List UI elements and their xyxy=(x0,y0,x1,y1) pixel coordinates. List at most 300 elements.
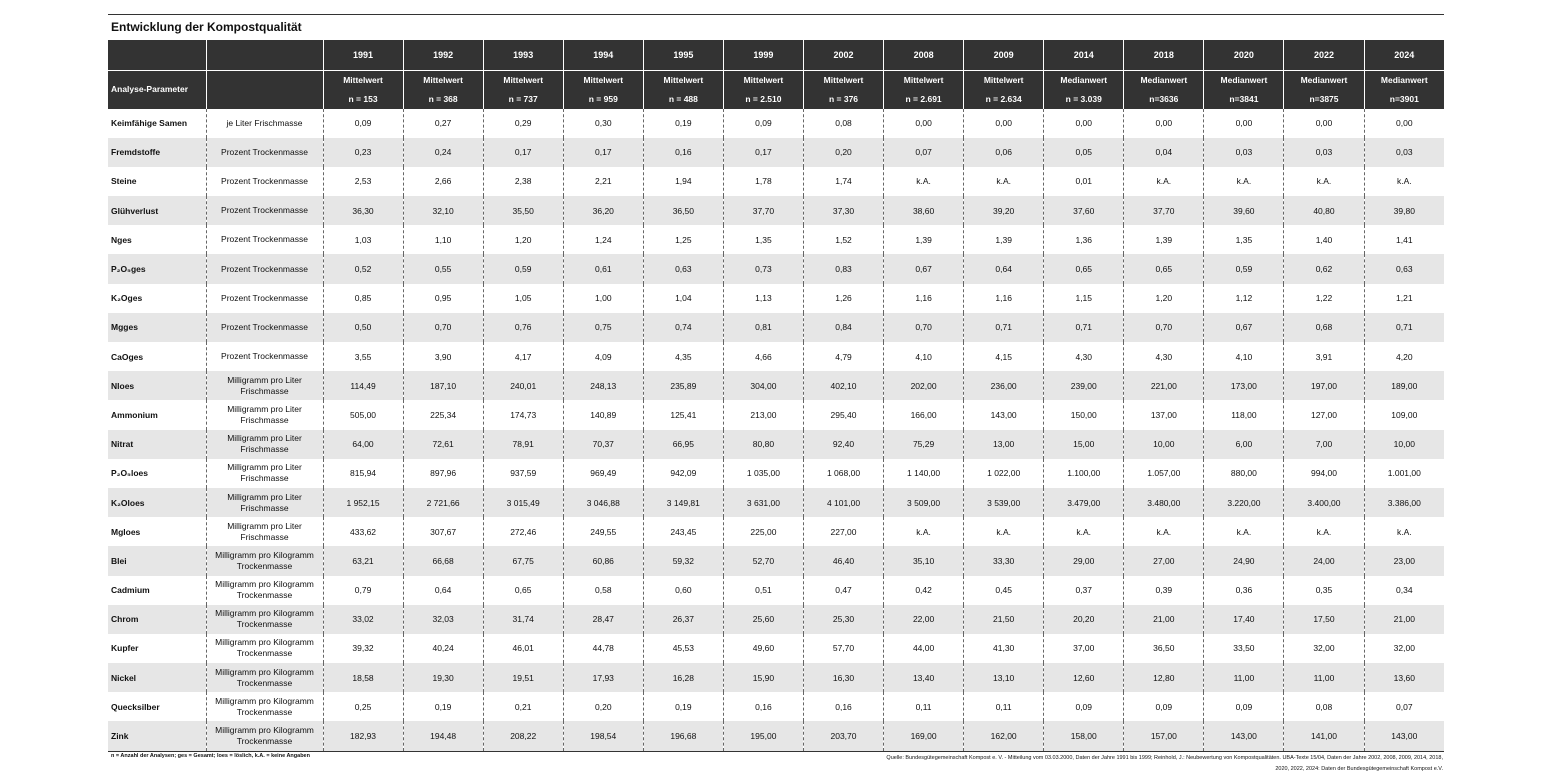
row-unit: je Liter Frischmasse xyxy=(206,109,323,138)
row-unit: Milligramm pro Kilogramm Trockenmasse xyxy=(206,663,323,692)
value-cell: 0,29 xyxy=(483,109,563,138)
row-unit: Milligramm pro Liter Frischmasse xyxy=(206,400,323,429)
value-cell: 0,71 xyxy=(1364,313,1444,342)
value-cell: 1 952,15 xyxy=(323,488,403,517)
value-cell: 0,00 xyxy=(1364,109,1444,138)
table-row xyxy=(108,517,1444,546)
value-cell: 0,81 xyxy=(723,313,803,342)
row-unit: Milligramm pro Liter Frischmasse xyxy=(206,459,323,488)
row-parameter: Quecksilber xyxy=(111,701,160,712)
value-cell: 1,26 xyxy=(803,284,883,313)
value-cell: k.A. xyxy=(884,517,964,546)
header-stat-type: Medianwert xyxy=(1380,74,1428,85)
value-cell: 4,30 xyxy=(1044,342,1124,371)
value-cell: 44,78 xyxy=(563,634,643,663)
row-parameter: Cadmium xyxy=(111,585,150,596)
value-cell: 0,17 xyxy=(563,138,643,167)
value-cell: 3.480,00 xyxy=(1124,488,1204,517)
value-cell: 0,42 xyxy=(884,576,964,605)
value-cell: k.A. xyxy=(1044,517,1124,546)
value-cell: k.A. xyxy=(964,517,1044,546)
value-cell: 114,49 xyxy=(323,371,403,400)
value-cell: 0,76 xyxy=(483,313,563,342)
header-stat-type: Medianwert xyxy=(1220,74,1268,85)
value-cell: 3 015,49 xyxy=(483,488,563,517)
value-cell: 4,15 xyxy=(964,342,1044,371)
value-cell: 189,00 xyxy=(1364,371,1444,400)
value-cell: 0,59 xyxy=(1204,254,1284,283)
value-cell: 10,00 xyxy=(1364,430,1444,459)
header-stat-cell xyxy=(483,70,563,109)
value-cell: 0,67 xyxy=(884,254,964,283)
value-cell: 26,37 xyxy=(643,605,723,634)
row-parameter: K₂Oges xyxy=(111,293,143,304)
header-sample-count: n = 368 xyxy=(428,93,458,104)
value-cell: 2,21 xyxy=(563,167,643,196)
header-param-label: Analyse-Parameter xyxy=(108,70,206,109)
value-cell: 1,22 xyxy=(1284,284,1364,313)
row-parameter: Kupfer xyxy=(111,643,139,654)
table-row xyxy=(108,254,1444,283)
header-year: 2020 xyxy=(1204,40,1284,70)
value-cell: k.A. xyxy=(1284,517,1364,546)
value-cell: 236,00 xyxy=(964,371,1044,400)
value-cell: 37,60 xyxy=(1044,196,1124,225)
value-cell: 1,39 xyxy=(964,225,1044,254)
header-stat-cell xyxy=(803,70,883,109)
table-row xyxy=(108,576,1444,605)
value-cell: 0,03 xyxy=(1284,138,1364,167)
value-cell: 1 140,00 xyxy=(884,459,964,488)
value-cell: 70,37 xyxy=(563,430,643,459)
value-cell: 92,40 xyxy=(803,430,883,459)
value-cell: 1,39 xyxy=(884,225,964,254)
value-cell: 67,75 xyxy=(483,546,563,575)
value-cell: 45,53 xyxy=(643,634,723,663)
header-sample-count: n = 153 xyxy=(348,93,378,104)
value-cell: 0,07 xyxy=(1364,692,1444,721)
value-cell: 37,70 xyxy=(723,196,803,225)
header-year: 2014 xyxy=(1044,40,1124,70)
value-cell: 15,90 xyxy=(723,663,803,692)
value-cell: 20,20 xyxy=(1044,605,1124,634)
value-cell: 1,94 xyxy=(643,167,723,196)
value-cell: 0,65 xyxy=(1044,254,1124,283)
value-cell: 1,04 xyxy=(643,284,723,313)
value-cell: 0,07 xyxy=(884,138,964,167)
table-row xyxy=(108,721,1444,750)
value-cell: 4,20 xyxy=(1364,342,1444,371)
table-container xyxy=(108,14,1444,752)
value-cell: 0,36 xyxy=(1204,576,1284,605)
header-stat-cell xyxy=(1044,70,1124,109)
value-cell: 1,16 xyxy=(884,284,964,313)
value-cell: 227,00 xyxy=(803,517,883,546)
value-cell: 0,23 xyxy=(323,138,403,167)
value-cell: 40,24 xyxy=(403,634,483,663)
value-cell: 2,66 xyxy=(403,167,483,196)
value-cell: 0,60 xyxy=(643,576,723,605)
value-cell: 1,13 xyxy=(723,284,803,313)
value-cell: 0,08 xyxy=(1284,692,1364,721)
value-cell: 125,41 xyxy=(643,400,723,429)
value-cell: 66,95 xyxy=(643,430,723,459)
value-cell: 3.400,00 xyxy=(1284,488,1364,517)
header-year: 1991 xyxy=(323,40,403,70)
value-cell: 0,70 xyxy=(884,313,964,342)
value-cell: 0,70 xyxy=(403,313,483,342)
value-cell: k.A. xyxy=(884,167,964,196)
value-cell: 44,00 xyxy=(884,634,964,663)
value-cell: 4,10 xyxy=(1204,342,1284,371)
row-unit: Prozent Trockenmasse xyxy=(206,284,323,313)
value-cell: 12,60 xyxy=(1044,663,1124,692)
header-year: 1994 xyxy=(563,40,643,70)
header-types-row xyxy=(108,70,1444,109)
row-unit: Milligramm pro Kilogramm Trockenmasse xyxy=(206,546,323,575)
table-row xyxy=(108,371,1444,400)
row-parameter: Keimfähige Samen xyxy=(111,118,188,129)
header-stat-cell xyxy=(403,70,483,109)
value-cell: 0,51 xyxy=(723,576,803,605)
value-cell: 118,00 xyxy=(1204,400,1284,429)
value-cell: 36,30 xyxy=(323,196,403,225)
row-parameter: Blei xyxy=(108,546,206,575)
value-cell: 0,83 xyxy=(803,254,883,283)
table-row xyxy=(108,313,1444,342)
header-stat-type: Medianwert xyxy=(1060,74,1108,85)
value-cell: 35,50 xyxy=(483,196,563,225)
value-cell: 11,00 xyxy=(1204,663,1284,692)
value-cell: 0,03 xyxy=(1364,138,1444,167)
table-row xyxy=(108,284,1444,313)
header-year: 1992 xyxy=(403,40,483,70)
value-cell: 24,00 xyxy=(1284,546,1364,575)
header-sample-count: n = 488 xyxy=(668,93,698,104)
value-cell: 0,00 xyxy=(1124,109,1204,138)
value-cell: 0,73 xyxy=(723,254,803,283)
value-cell: 29,00 xyxy=(1044,546,1124,575)
bottom-rule xyxy=(108,751,1444,752)
table-row xyxy=(108,400,1444,429)
value-cell: k.A. xyxy=(1364,517,1444,546)
value-cell: 897,96 xyxy=(403,459,483,488)
value-cell: 4,66 xyxy=(723,342,803,371)
value-cell: 1,12 xyxy=(1204,284,1284,313)
value-cell: 32,03 xyxy=(403,605,483,634)
value-cell: 141,00 xyxy=(1284,721,1364,750)
header-stat-cell xyxy=(643,70,723,109)
table-row xyxy=(108,196,1444,225)
value-cell: 0,37 xyxy=(1044,576,1124,605)
value-cell: 150,00 xyxy=(1044,400,1124,429)
row-unit: Milligramm pro Liter Frischmasse xyxy=(206,517,323,546)
value-cell: 0,17 xyxy=(723,138,803,167)
value-cell: 1.100,00 xyxy=(1044,459,1124,488)
value-cell: 40,80 xyxy=(1284,196,1364,225)
header-year: 2002 xyxy=(803,40,883,70)
value-cell: 3,55 xyxy=(323,342,403,371)
value-cell: k.A. xyxy=(964,167,1044,196)
value-cell: 0,19 xyxy=(643,109,723,138)
value-cell: 0,64 xyxy=(964,254,1044,283)
value-cell: 1,05 xyxy=(483,284,563,313)
value-cell: 0,00 xyxy=(1044,109,1124,138)
value-cell: 3,90 xyxy=(403,342,483,371)
header-stat-cell xyxy=(1284,70,1364,109)
header-year: 2022 xyxy=(1284,40,1364,70)
value-cell: 169,00 xyxy=(884,721,964,750)
value-cell: 174,73 xyxy=(483,400,563,429)
header-unit-cell xyxy=(206,70,323,109)
value-cell: 0,63 xyxy=(1364,254,1444,283)
value-cell: 15,00 xyxy=(1044,430,1124,459)
value-cell: 0,19 xyxy=(643,692,723,721)
value-cell: 195,00 xyxy=(723,721,803,750)
value-cell: 157,00 xyxy=(1124,721,1204,750)
value-cell: 10,00 xyxy=(1124,430,1204,459)
header-year: 2008 xyxy=(884,40,964,70)
value-cell: 0,39 xyxy=(1124,576,1204,605)
value-cell: 21,00 xyxy=(1364,605,1444,634)
value-cell: 243,45 xyxy=(643,517,723,546)
value-cell: 13,10 xyxy=(964,663,1044,692)
value-cell: 1,24 xyxy=(563,225,643,254)
value-cell: 1 035,00 xyxy=(723,459,803,488)
header-stat-type: Medianwert xyxy=(1140,74,1188,85)
value-cell: 24,90 xyxy=(1204,546,1284,575)
table-row xyxy=(108,663,1444,692)
value-cell: 143,00 xyxy=(1204,721,1284,750)
value-cell: 1,20 xyxy=(1124,284,1204,313)
value-cell: 203,70 xyxy=(803,721,883,750)
value-cell: 0,27 xyxy=(403,109,483,138)
value-cell: 0,06 xyxy=(964,138,1044,167)
header-stat-type: Mittelwert xyxy=(423,74,463,85)
value-cell: 0,17 xyxy=(483,138,563,167)
value-cell: 0,09 xyxy=(723,109,803,138)
value-cell: 7,00 xyxy=(1284,430,1364,459)
table-row xyxy=(108,225,1444,254)
value-cell: 0,50 xyxy=(323,313,403,342)
header-sample-count: n = 3.039 xyxy=(1065,93,1102,104)
value-cell: 25,30 xyxy=(803,605,883,634)
value-cell: 0,09 xyxy=(1204,692,1284,721)
value-cell: 0,52 xyxy=(323,254,403,283)
value-cell: 75,29 xyxy=(884,430,964,459)
row-parameter: P₂O₅ges xyxy=(108,254,206,283)
row-parameter: Nickel xyxy=(108,663,206,692)
row-unit: Prozent Trockenmasse xyxy=(206,313,323,342)
value-cell: 0,61 xyxy=(563,254,643,283)
value-cell: 80,80 xyxy=(723,430,803,459)
value-cell: 1,40 xyxy=(1284,225,1364,254)
row-parameter: K₂Oloes xyxy=(108,488,206,517)
value-cell: 0,05 xyxy=(1044,138,1124,167)
value-cell: 137,00 xyxy=(1124,400,1204,429)
value-cell: 0,79 xyxy=(323,576,403,605)
table-row xyxy=(108,488,1444,517)
value-cell: 194,48 xyxy=(403,721,483,750)
value-cell: 208,22 xyxy=(483,721,563,750)
header-stat-type: Mittelwert xyxy=(663,74,704,85)
row-parameter: Ammonium xyxy=(111,409,158,420)
value-cell: 1,52 xyxy=(803,225,883,254)
value-cell: 225,00 xyxy=(723,517,803,546)
table-row xyxy=(108,546,1444,575)
header-stat-cell xyxy=(1124,70,1204,109)
header-stat-type: Mittelwert xyxy=(903,74,944,85)
value-cell: 994,00 xyxy=(1284,459,1364,488)
row-parameter: Chrom xyxy=(108,605,206,634)
table-row xyxy=(108,430,1444,459)
value-cell: 942,09 xyxy=(643,459,723,488)
value-cell: 0,65 xyxy=(483,576,563,605)
value-cell: 173,00 xyxy=(1204,371,1284,400)
value-cell: 0,35 xyxy=(1284,576,1364,605)
value-cell: 143,00 xyxy=(1364,721,1444,750)
header-stat-type: Mittelwert xyxy=(823,74,864,85)
value-cell: 19,51 xyxy=(483,663,563,692)
value-cell: 31,74 xyxy=(483,605,563,634)
value-cell: 0,00 xyxy=(1204,109,1284,138)
value-cell: 187,10 xyxy=(403,371,483,400)
value-cell: 213,00 xyxy=(723,400,803,429)
value-cell: 0,34 xyxy=(1364,576,1444,605)
value-cell: 0,01 xyxy=(1044,167,1124,196)
row-unit: Milligramm pro Liter Frischmasse xyxy=(206,430,323,459)
header-sample-count: n=3875 xyxy=(1309,93,1339,104)
value-cell: 0,19 xyxy=(403,692,483,721)
row-parameter: Steine xyxy=(111,176,137,187)
value-cell: 18,58 xyxy=(323,663,403,692)
header-year: 2009 xyxy=(964,40,1044,70)
value-cell: 307,67 xyxy=(403,517,483,546)
page-title: Entwicklung der Kompostqualität xyxy=(111,20,302,34)
value-cell: 2 721,66 xyxy=(403,488,483,517)
value-cell: 17,50 xyxy=(1284,605,1364,634)
value-cell: 1,39 xyxy=(1124,225,1204,254)
value-cell: 78,91 xyxy=(483,430,563,459)
value-cell: 4,10 xyxy=(884,342,964,371)
value-cell: 0,71 xyxy=(964,313,1044,342)
value-cell: 33,30 xyxy=(964,546,1044,575)
value-cell: 21,50 xyxy=(964,605,1044,634)
value-cell: 39,20 xyxy=(964,196,1044,225)
value-cell: 248,13 xyxy=(563,371,643,400)
value-cell: 1,20 xyxy=(483,225,563,254)
footnote-legend: n = Anzahl der Analysen; ges = Gesamt; loes = löslich, k.A. = keine Angaben xyxy=(111,753,310,759)
value-cell: 13,00 xyxy=(964,430,1044,459)
row-unit: Prozent Trockenmasse xyxy=(206,342,323,371)
value-cell: 0,11 xyxy=(884,692,964,721)
header-stat-cell xyxy=(563,70,643,109)
value-cell: 72,61 xyxy=(403,430,483,459)
value-cell: 0,00 xyxy=(964,109,1044,138)
header-blank-cell xyxy=(206,40,323,70)
value-cell: 0,63 xyxy=(643,254,723,283)
value-cell: 3 631,00 xyxy=(723,488,803,517)
value-cell: 0,30 xyxy=(563,109,643,138)
value-cell: 21,00 xyxy=(1124,605,1204,634)
value-cell: k.A. xyxy=(1364,167,1444,196)
row-parameter: Nitrat xyxy=(108,430,206,459)
value-cell: 158,00 xyxy=(1044,721,1124,750)
row-unit: Prozent Trockenmasse xyxy=(206,138,323,167)
value-cell: 4,30 xyxy=(1124,342,1204,371)
value-cell: 0,16 xyxy=(723,692,803,721)
value-cell: 41,30 xyxy=(964,634,1044,663)
value-cell: 196,68 xyxy=(643,721,723,750)
value-cell: 3 149,81 xyxy=(643,488,723,517)
value-cell: 402,10 xyxy=(803,371,883,400)
row-parameter: Mgges xyxy=(108,313,206,342)
value-cell: 0,65 xyxy=(1124,254,1204,283)
value-cell: 1,00 xyxy=(563,284,643,313)
value-cell: 0,75 xyxy=(563,313,643,342)
value-cell: 0,11 xyxy=(964,692,1044,721)
value-cell: 0,25 xyxy=(323,692,403,721)
header-sample-count: n = 376 xyxy=(828,93,859,104)
value-cell: 60,86 xyxy=(563,546,643,575)
header-stat-cell xyxy=(884,70,964,109)
value-cell: 66,68 xyxy=(403,546,483,575)
row-unit: Milligramm pro Liter Frischmasse xyxy=(206,488,323,517)
value-cell: 0,58 xyxy=(563,576,643,605)
value-cell: 0,64 xyxy=(403,576,483,605)
row-parameter: CaOges xyxy=(111,351,144,362)
value-cell: 1 022,00 xyxy=(964,459,1044,488)
value-cell: 937,59 xyxy=(483,459,563,488)
value-cell: 249,55 xyxy=(563,517,643,546)
value-cell: 162,00 xyxy=(964,721,1044,750)
header-sample-count: n = 2.510 xyxy=(745,93,782,104)
header-sample-count: n=3636 xyxy=(1149,93,1179,104)
header-stat-cell xyxy=(964,70,1044,109)
value-cell: 1,25 xyxy=(643,225,723,254)
value-cell: 239,00 xyxy=(1044,371,1124,400)
row-parameter: Fremdstoffe xyxy=(108,138,206,167)
value-cell: k.A. xyxy=(1204,167,1284,196)
value-cell: 0,55 xyxy=(403,254,483,283)
value-cell: 32,10 xyxy=(403,196,483,225)
value-cell: 2,38 xyxy=(483,167,563,196)
value-cell: 3.386,00 xyxy=(1364,488,1444,517)
table-row xyxy=(108,459,1444,488)
value-cell: 1.057,00 xyxy=(1124,459,1204,488)
value-cell: 0,16 xyxy=(803,692,883,721)
value-cell: 11,00 xyxy=(1284,663,1364,692)
value-cell: 13,60 xyxy=(1364,663,1444,692)
value-cell: 140,89 xyxy=(563,400,643,429)
value-cell: 19,30 xyxy=(403,663,483,692)
header-year: 1995 xyxy=(643,40,723,70)
value-cell: 1,03 xyxy=(323,225,403,254)
row-unit: Milligramm pro Liter Frischmasse xyxy=(206,371,323,400)
header-sample-count: n = 2.691 xyxy=(905,93,942,104)
header-year: 2018 xyxy=(1124,40,1204,70)
value-cell: 32,00 xyxy=(1364,634,1444,663)
value-cell: 3,91 xyxy=(1284,342,1364,371)
value-cell: k.A. xyxy=(1124,167,1204,196)
value-cell: 0,95 xyxy=(403,284,483,313)
value-cell: 25,60 xyxy=(723,605,803,634)
header-stat-cell xyxy=(1204,70,1284,109)
value-cell: 36,20 xyxy=(563,196,643,225)
value-cell: 880,00 xyxy=(1204,459,1284,488)
value-cell: 0,09 xyxy=(1044,692,1124,721)
header-blank-cell xyxy=(108,40,206,70)
